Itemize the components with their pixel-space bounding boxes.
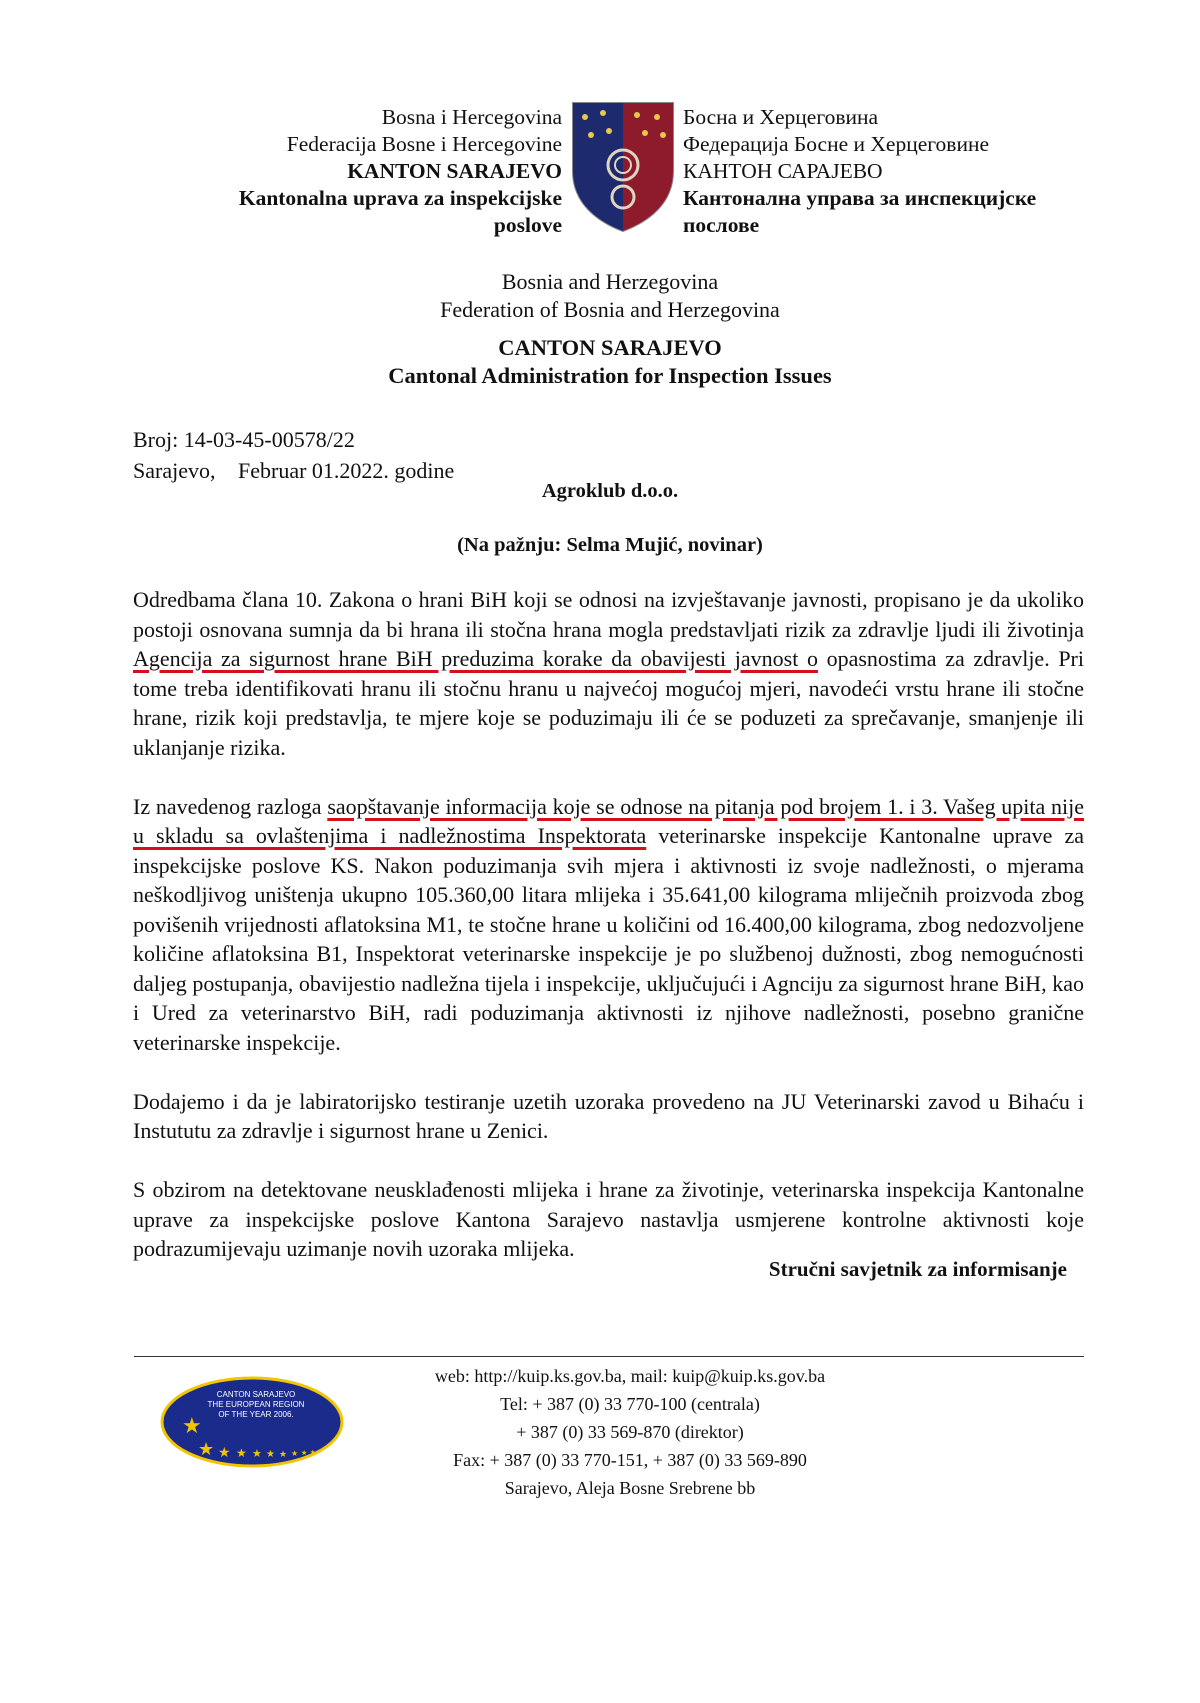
- recipient-name: Agroklub d.o.o.: [541, 480, 679, 502]
- svg-text:★: ★: [266, 1449, 275, 1460]
- header-federation: Federacija Bosne i Hercegovine: [286, 132, 562, 156]
- svg-text:★: ★: [198, 1439, 215, 1460]
- reference-date: Februar 01.2022. godine: [238, 458, 455, 483]
- svg-text:★: ★: [236, 1446, 247, 1460]
- header-federation-cyr: Федерација Босне и Херцеговине: [683, 132, 990, 156]
- logo-line-3: OF THE YEAR 2006.: [218, 1410, 294, 1419]
- paragraph-3: Dodajemo i da je labiratorijsko testiranje uzetih uzoraka provedeno na JU Veterinarski zavod u Bihaću i Instututu za zdravlje i sigurnost hrane u Zenici.: [133, 1088, 1084, 1143]
- header-right-cyrillic: [683, 104, 1103, 239]
- paragraph-2-underlined: saopštavanje informacija koje se odnose na pitanja pod brojem 1. i 3. Vašeg upita nije u skladu sa ovlaštenjima i nadležnostima Inspektorata: [133, 793, 1085, 848]
- logo-line-2: THE EUROPEAN REGION: [207, 1400, 305, 1409]
- reference-number: Broj: 14-03-45-00578/22: [133, 427, 355, 452]
- header-administration: Kantonalna uprava za inspekcijske: [238, 186, 562, 210]
- header-country: Bosna i Hercegovina: [381, 105, 562, 129]
- header-canton: KANTON SARAJEVO: [347, 159, 562, 183]
- svg-text:★: ★: [279, 1450, 288, 1460]
- header-country-cyr: Босна и Херцеговина: [683, 105, 879, 129]
- svg-text:★: ★: [301, 1449, 308, 1457]
- paragraph-1-start: Odredbama člana 10. Zakona o hrani BiH koji se odnosi na izvještavanje javnosti, propisano je da ukoliko postoji osnovana sumnja da bi hrana ili stočna hrana mogla predstavljati rizik za zdravlje ljudi ili životinja: [133, 587, 1084, 642]
- paragraph-1-end: opasnostima za zdravlje. Pri tome treba identifikovati hranu ili stočnu hranu u najvećoj mogućoj mjeri, navodeći vrstu hrane ili stočne hrane, rizik koji predstavlja, te mjere koje se poduzimaju ili će se poduzeti za sprečavanje, smanjenje ili uklanjanje rizika.: [133, 646, 1084, 760]
- signature: Stručni savjetnik za informisanje: [768, 1257, 1067, 1281]
- svg-text:★: ★: [182, 1414, 202, 1439]
- logo-line-1: CANTON SARAJEVO: [216, 1390, 296, 1399]
- letter-body: [133, 585, 1084, 1293]
- footer-divider: [134, 1356, 1084, 1357]
- header-administration-cyr: Кантонална управа за инспекцијске: [683, 186, 1037, 210]
- footer-tel-director: + 387 (0) 33 569-870 (direktor): [516, 1422, 744, 1442]
- reference-block: [133, 424, 454, 486]
- footer-address: Sarajevo, Aleja Bosne Srebrene bb: [504, 1478, 756, 1498]
- paragraph-2: [133, 792, 1084, 1058]
- paragraph-1-underlined: Agencija za sigurnost hrane BiH preduzima korake da obavijesti javnost o: [133, 646, 818, 671]
- header-administration-en: Cantonal Administration for Inspection Issues: [388, 363, 832, 388]
- svg-text:★: ★: [291, 1449, 299, 1458]
- header-left-latin: [180, 104, 562, 239]
- footer-contact: [380, 1362, 880, 1502]
- footer-web: web: http://kuip.ks.gov.ba, mail: kuip@kuip.ks.gov.ba: [434, 1366, 826, 1386]
- recipient-attention: (Na pažnju: Selma Mujić, novinar): [457, 534, 763, 556]
- paragraph-2-end: veterinarske inspekcije Kantonalne uprave za inspekcijske poslove KS. Nakon poduzimanja svih mjera i aktivnosti iz svoje nadležnosti, o mjerama neškodljivog uništenja ukupno 105.360,00 litara mlijeka i 35.641,00 kilograma mliječnih proizvoda zbog povišenih vrijednosti aflatoksina M1, te stočne hrane u količini od 16.400,00 kilograma, zbog nedozvoljene količine aflatoksina B1, Inspektorat veterinarske inspekcije je po službenoj dužnosti, zbog nemogućnosti daljeg postupanja, obavijestio nadležna tijela i inspekcije, uključujući i Agnciju za sigurnost hrane BiH, kao i Ured za veterinarstvo BiH, radi poduzimanja aktivnosti iz njihove nadležnosti, posebno granične veterinarske inspekcije.: [133, 823, 1084, 1055]
- header-canton-cyr: КАНТОН САРАЈЕВО: [683, 159, 883, 183]
- header-canton-en: CANTON SARAJEVO: [498, 335, 722, 360]
- paragraph-2-start: Iz navedenog razloga: [133, 793, 328, 819]
- svg-text:★: ★: [218, 1445, 231, 1461]
- paragraph-1: [133, 585, 1084, 762]
- paragraph-4: S obzirom na detektovane neusklađenosti mlijeka i hrane za životinje, veterinarska inspekcija Kantonalne uprave za inspekcijske poslove Kantona Sarajevo nastavlja usmjerene kontrolne aktivnosti koje podrazumijevaju uzimanje novih uzoraka mlijeka.: [133, 1177, 1084, 1261]
- header-administration-cyr-cont: послове: [683, 213, 760, 237]
- header-administration-cont: poslove: [493, 213, 562, 237]
- footer-tel-central: Tel: + 387 (0) 33 770-100 (centrala): [500, 1394, 760, 1414]
- coat-of-arms-icon: [569, 101, 677, 233]
- svg-text:★: ★: [310, 1449, 316, 1456]
- header-country-en: Bosnia and Herzegovina: [501, 269, 719, 294]
- european-region-logo: [160, 1375, 345, 1470]
- footer-fax: Fax: + 387 (0) 33 770-151, + 387 (0) 33 569-890: [453, 1450, 807, 1470]
- header-english: [300, 268, 920, 390]
- svg-text:★: ★: [252, 1447, 262, 1460]
- header-federation-en: Federation of Bosnia and Herzegovina: [440, 297, 780, 322]
- reference-place: Sarajevo,: [133, 458, 216, 483]
